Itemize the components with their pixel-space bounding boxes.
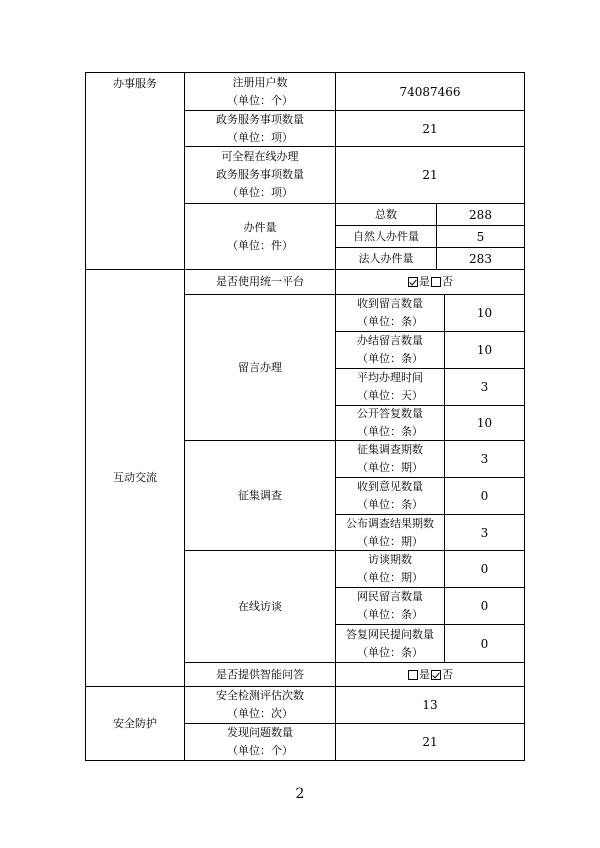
service-items-value: 21: [335, 110, 525, 147]
page-number: 2: [295, 786, 305, 802]
interview-netizen-messages-value: 0: [444, 587, 525, 625]
survey-opinions-value: 0: [444, 477, 525, 515]
section-service: [85, 72, 185, 270]
interview-replies-label: 答复网民提问数量 （单位：条）: [335, 624, 445, 663]
section-interaction: [85, 269, 185, 687]
security-issues-label: 发现问题数量 （单位：个）: [184, 723, 336, 761]
section-interaction-label: 互动交流: [113, 471, 157, 484]
empty-box-icon: [431, 277, 441, 287]
survey-results-value: 3: [444, 514, 525, 551]
interview-periods-value: 0: [444, 550, 525, 588]
service-items-label: 政务服务事项数量 （单位：项）: [184, 110, 336, 147]
messages-avg-time-label: 平均办理时间 （单位：天）: [335, 368, 445, 406]
section-service-label: 办事服务: [113, 77, 157, 90]
messages-public-replies-value: 10: [444, 405, 525, 441]
security-checks-value: 13: [335, 686, 525, 724]
cases-legal-value: 283: [436, 247, 525, 270]
messages-label: 留言办理: [184, 294, 336, 441]
empty-box-icon: [408, 670, 418, 680]
smart-qa-options: 是 否: [335, 662, 525, 687]
cases-natural-value: 5: [436, 225, 525, 248]
cases-total-label: 总数: [335, 203, 437, 226]
messages-received-label: 收到留言数量 （单位：条）: [335, 294, 445, 332]
cases-label: 办件量 （单位：件）: [184, 203, 336, 270]
online-items-label: 可全程在线办理 政务服务事项数量 （单位：项）: [184, 146, 336, 204]
smart-qa-label: 是否提供智能问答: [184, 662, 336, 687]
cases-legal-label: 法人办件量: [335, 247, 437, 270]
survey-opinions-label: 收到意见数量 （单位：条）: [335, 477, 445, 515]
checked-box-icon: [408, 277, 418, 287]
online-items-value: 21: [335, 146, 525, 204]
unified-platform-label: 是否使用统一平台: [184, 269, 336, 295]
security-checks-label: 安全检测评估次数 （单位：次）: [184, 686, 336, 724]
survey-periods-label: 征集调查期数 （单位：期）: [335, 440, 445, 478]
messages-public-replies-label: 公开答复数量 （单位：条）: [335, 405, 445, 441]
survey-label: 征集调查: [184, 440, 336, 551]
section-security: [85, 686, 185, 761]
checked-box-icon: [431, 670, 441, 680]
interview-netizen-messages-label: 网民留言数量 （单位：条）: [335, 587, 445, 625]
interview-replies-value: 0: [444, 624, 525, 663]
registered-users-label: 注册用户数 （单位：个）: [184, 72, 336, 111]
section-security-label: 安全防护: [113, 716, 157, 730]
messages-avg-time-value: 3: [444, 368, 525, 406]
interview-label: 在线访谈: [184, 550, 336, 663]
interview-periods-label: 访谈期数 （单位：期）: [335, 550, 445, 588]
survey-periods-value: 3: [444, 440, 525, 478]
messages-received-value: 10: [444, 294, 525, 332]
messages-completed-value: 10: [444, 331, 525, 369]
cases-total-value: 288: [436, 203, 525, 226]
messages-completed-label: 办结留言数量 （单位：条）: [335, 331, 445, 369]
security-issues-value: 21: [335, 723, 525, 761]
survey-results-label: 公布调查结果期数 （单位：期）: [335, 514, 445, 551]
unified-platform-options: 是 否: [335, 269, 525, 295]
registered-users-value: 74087466: [335, 72, 525, 111]
cases-natural-label: 自然人办件量: [335, 225, 437, 248]
